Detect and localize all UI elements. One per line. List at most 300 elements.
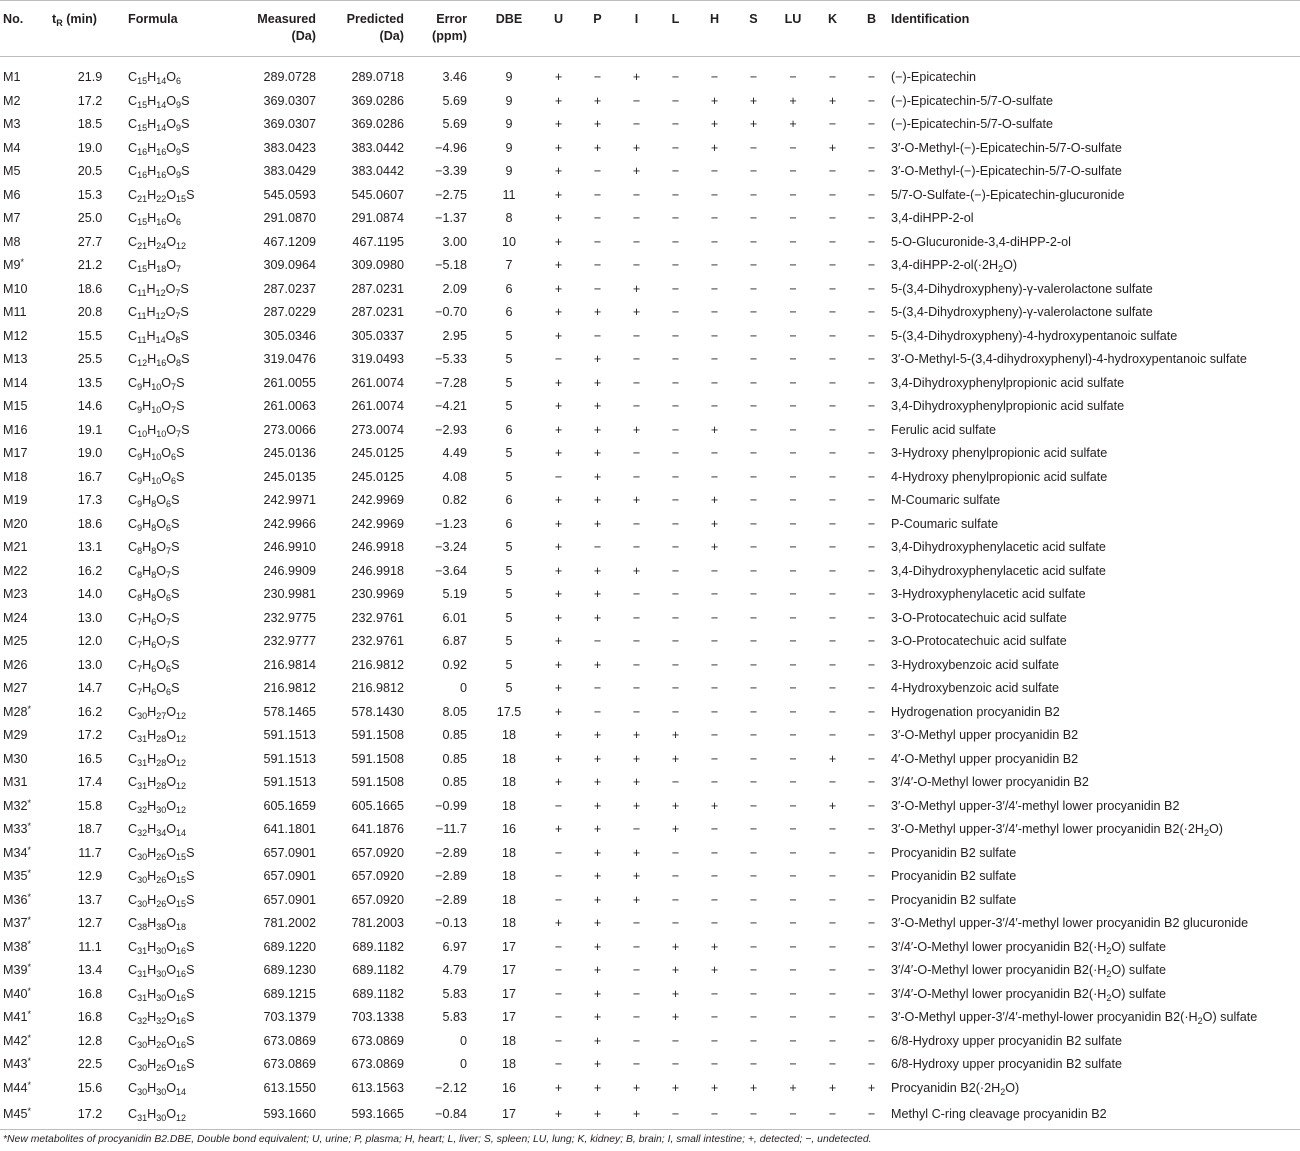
cell-tissue-u: + xyxy=(554,211,563,225)
cell-formula: $C_{11}H_{12}O_7S$ xyxy=(128,281,189,298)
cell-tissue-i: − xyxy=(632,516,641,531)
cell-dbe: 6 xyxy=(505,493,513,507)
table-row xyxy=(0,818,1300,842)
cell-identification: 3,4-Dihydroxyphenylacetic acid sulfate xyxy=(891,540,1106,554)
cell-tissue-b: − xyxy=(867,986,876,1001)
cell-tissue-l: + xyxy=(671,798,680,813)
cell-tissue-k: − xyxy=(828,328,837,343)
cell-tissue-l: − xyxy=(671,657,680,672)
cell-predicted: 657.0920 xyxy=(351,892,404,907)
cell-identification: Ferulic acid sulfate xyxy=(891,422,996,437)
cell-formula: $C_{30}H_{26}O_{15}S$ xyxy=(128,892,195,909)
cell-tissue-l: − xyxy=(671,258,680,272)
cell-tissue-lu: − xyxy=(789,610,797,625)
cell-predicted: 593.1665 xyxy=(328,1100,416,1129)
cell-retention-time: 18.5 xyxy=(77,117,103,131)
cell-tissue-s: − xyxy=(749,1057,758,1071)
cell-identification: Methyl C-ring cleavage procyanidin B2 xyxy=(891,1100,1300,1129)
cell-tissue-i: − xyxy=(632,963,641,977)
cell-dbe: 18 xyxy=(501,751,516,766)
cell-predicted: 232.9761 xyxy=(351,634,404,648)
cell-measured: 245.0136 xyxy=(263,446,316,460)
cell-error: 0 xyxy=(459,1033,467,1048)
cell-error: 0 xyxy=(459,1057,467,1071)
cell-tissue-p: − xyxy=(593,281,602,296)
cell-dbe: 9 xyxy=(505,93,513,108)
header-tissue-i: I xyxy=(617,1,656,57)
cell-tissue-lu: − xyxy=(789,1057,797,1071)
cell-tissue-s: − xyxy=(749,234,758,249)
cell-tissue-u: + xyxy=(554,751,563,766)
cell-formula: $C_{30}H_{26}O_{15}S$ xyxy=(128,869,195,885)
cell-identification: 3′-O-Methyl upper-3′/4′-methyl lower procyanidin B2 glucuronide xyxy=(891,916,1249,930)
cell-tissue-l: − xyxy=(671,681,680,695)
cell-predicted: 246.9918 xyxy=(351,563,404,578)
cell-dbe: 5 xyxy=(505,587,513,601)
cell-retention-time: 13.4 xyxy=(77,963,103,977)
cell-dbe: 10 xyxy=(501,234,516,249)
cell-retention-time: 16.8 xyxy=(77,986,103,1001)
cell-retention-time: 18.6 xyxy=(77,281,103,296)
cell-tissue-h: + xyxy=(710,1080,719,1095)
cell-retention-time: 15.6 xyxy=(77,1080,103,1095)
cell-tissue-i: − xyxy=(632,1010,641,1024)
cell-no: M45* xyxy=(0,1100,52,1129)
cell-formula: $C_{11}H_{12}O_7S$ xyxy=(128,305,189,321)
cell-tissue-u: − xyxy=(554,469,563,484)
cell-tissue-s: − xyxy=(749,70,758,84)
cell-formula: $C_9H_{10}O_7S$ xyxy=(128,375,185,392)
cell-tissue-h: − xyxy=(710,70,719,84)
cell-no: M27 xyxy=(3,681,28,695)
table-row xyxy=(0,1077,1300,1101)
cell-tissue-b: − xyxy=(867,939,876,954)
cell-identification: 5-(3,4-Dihydroxypheny)-γ-valerolactone sulfate xyxy=(891,281,1153,296)
cell-tissue-i: + xyxy=(632,563,641,578)
cell-tissue-k: − xyxy=(813,1100,852,1129)
cell-tissue-u: + xyxy=(554,540,563,554)
table-row xyxy=(0,301,1300,325)
cell-retention-time: 17.4 xyxy=(77,775,103,789)
cell-measured: 591.1513 xyxy=(263,728,316,742)
cell-no: M44* xyxy=(3,1079,32,1095)
cell-formula: $C_8H_8O_7S$ xyxy=(128,540,180,556)
cell-tissue-s: − xyxy=(749,751,758,766)
cell-dbe: 6 xyxy=(505,422,513,437)
cell-tissue-k: + xyxy=(828,751,837,766)
cell-tissue-lu: − xyxy=(789,1010,797,1024)
cell-dbe: 5 xyxy=(505,540,513,554)
cell-tissue-l: − xyxy=(671,916,680,930)
cell-no: M20 xyxy=(3,516,28,531)
cell-tissue-s: − xyxy=(749,775,758,789)
cell-measured: 305.0346 xyxy=(263,328,316,343)
cell-tissue-h: − xyxy=(710,610,719,625)
cell-tissue-h: − xyxy=(710,258,719,272)
cell-identification: Procyanidin B2 sulfate xyxy=(891,869,1017,883)
cell-dbe: 6 xyxy=(505,281,513,296)
cell-formula: $C_{15}H_{18}O_7$ xyxy=(128,258,182,274)
cell-formula: $C_{31}H_{30}O_{16}S$ xyxy=(128,986,195,1003)
cell-tissue-k: − xyxy=(828,704,837,719)
cell-retention-time: 11.1 xyxy=(78,939,102,954)
cell-tissue-k: − xyxy=(828,728,837,742)
cell-tissue-l: − xyxy=(671,540,680,554)
cell-tissue-h: − xyxy=(710,775,719,789)
cell-predicted: 261.0074 xyxy=(351,375,404,390)
cell-tissue-s: − xyxy=(749,446,758,460)
cell-predicted: 467.1195 xyxy=(352,234,404,249)
cell-measured: 613.1550 xyxy=(263,1080,316,1095)
cell-predicted: 591.1508 xyxy=(351,751,404,766)
cell-tissue-u: − xyxy=(554,986,563,1001)
cell-tissue-lu: − xyxy=(789,798,797,813)
cell-error: 4.79 xyxy=(442,963,467,977)
cell-tissue-h: − xyxy=(710,187,719,202)
cell-tissue-s: − xyxy=(749,164,758,178)
cell-predicted: 216.9812 xyxy=(351,657,404,672)
cell-tissue-lu: − xyxy=(789,493,797,507)
cell-formula: $C_{15}H_{16}O_6$ xyxy=(128,211,182,227)
cell-retention-time: 15.5 xyxy=(77,328,103,343)
cell-error: 0.85 xyxy=(442,775,467,789)
cell-tissue-b: − xyxy=(867,634,876,648)
cell-tissue-k: − xyxy=(828,422,837,437)
header-dbe: DBE xyxy=(479,1,539,57)
table-row xyxy=(0,372,1300,396)
cell-dbe: 17 xyxy=(501,939,516,954)
table-row xyxy=(0,254,1300,278)
cell-tissue-b: − xyxy=(867,751,876,766)
cell-formula: $C_{16}H_{16}O_9S$ xyxy=(128,164,190,180)
cell-tissue-k: − xyxy=(828,375,837,390)
cell-tissue-p: + xyxy=(593,1057,602,1071)
cell-formula: $C_{11}H_{14}O_8S$ xyxy=(128,328,189,345)
table-footnote: *New metabolites of procyanidin B2.DBE, Double bond equivalent; U, urine; P, plasma; H, heart; L, liver; S, spleen; LU, lung; K, kidney; B, brain; I, small intestine; +, detected; −, undetected. xyxy=(3,1134,872,1145)
cell-measured: 383.0423 xyxy=(263,140,316,155)
cell-tissue-p: + xyxy=(593,140,602,155)
cell-predicted: 383.0442 xyxy=(351,140,404,155)
cell-tissue-b: − xyxy=(867,728,876,742)
table-row xyxy=(0,583,1300,607)
cell-no: M14 xyxy=(3,375,28,390)
cell-error: −2.89 xyxy=(435,845,467,860)
cell-retention-time: 17.2 xyxy=(77,93,103,108)
cell-identification: 3′/4′-O-Methyl lower procyanidin $B2(\cdot H_2O)$ sulfate xyxy=(891,963,1167,979)
cell-measured: 216.9812 xyxy=(263,681,316,695)
cell-formula: $C_{30}H_{26}O_{16}S$ xyxy=(128,1057,195,1073)
cell-no: M12 xyxy=(3,328,28,343)
cell-dbe: 7 xyxy=(505,258,513,272)
cell-tissue-lu: − xyxy=(789,681,797,695)
cell-tissue-i: − xyxy=(632,328,641,343)
cell-tissue-i: − xyxy=(632,399,641,413)
cell-identification: (−)-Epicatechin xyxy=(891,70,977,84)
cell-dbe: 18 xyxy=(501,869,516,883)
cell-tissue-k: − xyxy=(828,187,837,202)
cell-retention-time: 25.5 xyxy=(77,352,103,366)
cell-tissue-k: − xyxy=(828,305,837,319)
cell-tissue-u: + xyxy=(554,328,563,343)
cell-tissue-p: + xyxy=(593,1010,602,1024)
cell-dbe: 17 xyxy=(501,986,516,1001)
cell-tissue-u: + xyxy=(554,587,563,601)
cell-tissue-s: − xyxy=(749,986,758,1001)
cell-tissue-lu: − xyxy=(789,939,797,954)
cell-no: M15 xyxy=(3,399,28,413)
cell-retention-time: 27.7 xyxy=(77,234,103,249)
cell-tissue-i: − xyxy=(632,117,641,131)
cell-tissue-l: − xyxy=(671,93,680,108)
cell-formula: $C_9H_{10}O_6S$ xyxy=(128,469,185,486)
cell-retention-time: 17.2 xyxy=(77,728,103,742)
cell-identification: 3′-O-Methyl-(−)-Epicatechin-5/7-O-sulfate xyxy=(891,140,1122,155)
cell-tissue-p: + xyxy=(593,728,602,742)
cell-tissue-h: − xyxy=(710,1033,719,1048)
cell-error: 5.69 xyxy=(442,117,467,131)
cell-tissue-u: + xyxy=(554,93,563,108)
cell-retention-time: 21.2 xyxy=(77,258,103,272)
cell-tissue-i: + xyxy=(632,493,641,507)
cell-tissue-h: + xyxy=(710,140,719,155)
cell-no: M29 xyxy=(3,728,28,742)
cell-identification: 3-O-Protocatechuic acid sulfate xyxy=(891,634,1067,648)
cell-tissue-lu: − xyxy=(789,469,797,484)
cell-predicted: 232.9761 xyxy=(351,610,404,625)
cell-tissue-u: + xyxy=(554,916,563,930)
cell-measured: 545.0593 xyxy=(263,187,316,202)
cell-tissue-u: + xyxy=(554,70,563,84)
table-header xyxy=(0,1,1300,57)
cell-no: M40* xyxy=(3,985,32,1001)
table-row xyxy=(0,137,1300,161)
cell-tissue-p: + xyxy=(593,822,602,836)
header-tissue-l: L xyxy=(656,1,695,57)
cell-tissue-s: − xyxy=(749,516,758,531)
cell-dbe: 5 xyxy=(505,563,513,578)
cell-tissue-k: − xyxy=(828,869,837,883)
cell-error: −4.96 xyxy=(435,140,467,155)
cell-no: M28* xyxy=(3,703,32,719)
cell-tissue-l: − xyxy=(671,634,680,648)
cell-dbe: 5 xyxy=(505,399,513,413)
cell-tissue-s: − xyxy=(749,422,758,437)
cell-tissue-l: − xyxy=(671,587,680,601)
cell-tissue-b: − xyxy=(867,610,876,625)
cell-error: 6.97 xyxy=(442,939,467,954)
cell-identification: Hydrogenation procyanidin B2 xyxy=(891,704,1060,719)
cell-formula: $C_9H_{10}O_7S$ xyxy=(128,399,185,415)
cell-tissue-lu: − xyxy=(789,563,797,578)
cell-tissue-u: − xyxy=(554,352,563,366)
cell-error: 0.82 xyxy=(442,493,467,507)
cell-no: M39* xyxy=(3,962,32,977)
cell-no: M8 xyxy=(3,234,21,249)
cell-no: M33* xyxy=(3,821,32,836)
cell-predicted: 689.1182 xyxy=(352,939,404,954)
cell-tissue-h: − xyxy=(710,587,719,601)
cell-no: M36* xyxy=(3,891,32,907)
cell-identification: 3,4-Dihydroxyphenylacetic acid sulfate xyxy=(891,563,1106,578)
cell-identification: 3′-O-Methyl-(−)-Epicatechin-5/7-O-sulfate xyxy=(891,164,1122,178)
table-row xyxy=(0,231,1300,255)
cell-tissue-k: − xyxy=(828,916,837,930)
cell-formula: $C_{31}H_{28}O_{12}$ xyxy=(128,728,187,744)
cell-tissue-h: + xyxy=(710,798,719,813)
cell-dbe: 18 xyxy=(501,798,516,813)
cell-tissue-b: − xyxy=(867,187,876,202)
cell-predicted: 657.0920 xyxy=(351,845,404,860)
cell-measured: 641.1801 xyxy=(263,822,316,836)
cell-tissue-i: − xyxy=(632,610,641,625)
cell-tissue-l: − xyxy=(671,446,680,460)
cell-tissue-lu: − xyxy=(789,1033,797,1048)
cell-identification: 3-Hydroxyphenylacetic acid sulfate xyxy=(891,587,1086,601)
cell-dbe: 5 xyxy=(505,375,513,390)
cell-error: −0.84 xyxy=(416,1100,479,1129)
cell-identification: 3,4-diHPP-2-ol xyxy=(891,211,974,225)
cell-tissue-s: − xyxy=(749,281,758,296)
cell-tissue-u: − xyxy=(554,939,563,954)
cell-no: M43* xyxy=(3,1056,32,1071)
cell-tissue-u: − xyxy=(554,845,563,860)
cell-tissue-i: + xyxy=(632,70,641,84)
cell-tissue-i: − xyxy=(632,234,641,249)
cell-identification: 5-(3,4-Dihydroxypheny)-γ-valerolactone sulfate xyxy=(891,305,1153,319)
cell-tissue-l: − xyxy=(671,892,680,907)
cell-identification: 3,4-Dihydroxyphenylpropionic acid sulfate xyxy=(891,375,1125,390)
cell-dbe: 6 xyxy=(505,516,513,531)
cell-tissue-u: + xyxy=(554,281,563,296)
cell-identification: 3′-O-Methyl upper procyanidin B2 xyxy=(891,728,1079,742)
cell-tissue-u: + xyxy=(539,1100,578,1129)
cell-tissue-u: + xyxy=(554,234,563,249)
cell-retention-time: 12.9 xyxy=(77,869,103,883)
cell-error: −5.18 xyxy=(435,258,467,272)
cell-tissue-s: − xyxy=(749,939,758,954)
header-tissue-s: S xyxy=(734,1,773,57)
cell-tissue-lu: − xyxy=(789,281,797,296)
cell-tissue-u: + xyxy=(554,775,563,789)
cell-error: −3.39 xyxy=(435,164,467,178)
cell-tissue-b: − xyxy=(867,916,876,930)
cell-measured: 291.0870 xyxy=(263,211,316,225)
cell-dbe: 18 xyxy=(501,916,516,930)
cell-dbe: 18 xyxy=(501,892,516,907)
cell-predicted: 242.9969 xyxy=(351,493,404,507)
cell-error: −0.70 xyxy=(435,305,467,319)
cell-predicted: 261.0074 xyxy=(351,399,404,413)
cell-tissue-lu: − xyxy=(789,892,797,907)
cell-no: M11 xyxy=(3,305,27,319)
cell-tissue-h: − xyxy=(710,1010,719,1024)
cell-measured: 369.0307 xyxy=(263,117,316,131)
cell-tissue-h: − xyxy=(710,375,719,390)
cell-no: M7 xyxy=(3,211,21,225)
cell-tissue-k: − xyxy=(828,446,837,460)
cell-tissue-i: − xyxy=(632,939,641,954)
cell-measured: 309.0964 xyxy=(263,258,316,272)
cell-dbe: 5 xyxy=(505,446,513,460)
cell-tissue-h: − xyxy=(710,305,719,319)
cell-no: M22 xyxy=(3,563,28,578)
cell-identification: 5-(3,4-Dihydroxypheny)-4-hydroxypentanoic sulfate xyxy=(891,328,1178,343)
cell-measured: 319.0476 xyxy=(263,352,316,366)
cell-predicted: 273.0074 xyxy=(351,422,404,437)
cell-tissue-s: − xyxy=(749,469,758,484)
cell-error: −2.93 xyxy=(435,422,467,437)
cell-tissue-p: + xyxy=(593,657,602,672)
cell-tissue-l: + xyxy=(671,939,680,954)
table-row xyxy=(0,560,1300,584)
cell-error: −1.37 xyxy=(435,211,467,225)
cell-tissue-p: + xyxy=(593,751,602,766)
cell-tissue-l: − xyxy=(671,352,680,366)
cell-predicted: 591.1508 xyxy=(351,775,404,789)
cell-tissue-b: − xyxy=(867,822,876,836)
cell-tissue-l: + xyxy=(671,986,680,1001)
cell-tissue-s: − xyxy=(749,352,758,366)
cell-tissue-p: + xyxy=(593,563,602,578)
cell-tissue-l: − xyxy=(671,187,680,202)
cell-tissue-s: + xyxy=(749,1080,758,1095)
cell-no: M26 xyxy=(3,657,28,672)
cell-error: −0.99 xyxy=(435,798,467,813)
cell-tissue-k: − xyxy=(828,775,837,789)
cell-tissue-k: + xyxy=(828,140,837,155)
cell-retention-time: 12.7 xyxy=(77,916,103,930)
cell-tissue-p: + xyxy=(593,1033,602,1048)
cell-measured: 591.1513 xyxy=(263,751,316,766)
cell-dbe: 18 xyxy=(501,775,516,789)
cell-tissue-p: + xyxy=(593,305,602,319)
table-row xyxy=(0,113,1300,137)
cell-formula: $C_7H_6O_7S$ xyxy=(128,634,180,650)
cell-tissue-h: − xyxy=(710,751,719,766)
table-row xyxy=(0,748,1300,772)
cell-tissue-k: − xyxy=(828,986,837,1001)
cell-predicted: 605.1665 xyxy=(351,798,404,813)
cell-predicted: 287.0231 xyxy=(351,305,404,319)
cell-tissue-b: − xyxy=(867,281,876,296)
cell-tissue-lu: − xyxy=(789,211,797,225)
cell-dbe: 9 xyxy=(505,70,513,84)
cell-tissue-s: − xyxy=(749,1033,758,1048)
cell-tissue-h: − xyxy=(710,704,719,719)
cell-formula: $C_{32}H_{32}O_{16}S$ xyxy=(128,1010,195,1026)
cell-error: −4.21 xyxy=(435,399,467,413)
table-row xyxy=(0,654,1300,678)
cell-predicted: 641.1876 xyxy=(351,822,404,836)
cell-tissue-lu: − xyxy=(789,751,797,766)
cell-tissue-s: − xyxy=(749,657,758,672)
cell-tissue-h: − xyxy=(710,328,719,343)
cell-measured: 230.9981 xyxy=(263,587,316,601)
cell-predicted: 657.0920 xyxy=(351,869,404,883)
cell-tissue-k: − xyxy=(828,540,837,554)
cell-identification: M-Coumaric sulfate xyxy=(891,493,1001,507)
cell-tissue-p: + xyxy=(593,986,602,1001)
cell-tissue-b: − xyxy=(867,963,876,977)
cell-no: M6 xyxy=(3,187,21,202)
cell-retention-time: 16.2 xyxy=(77,704,103,719)
cell-dbe: 18 xyxy=(501,845,516,860)
cell-formula: $C_{30}H_{26}O_{15}S$ xyxy=(128,845,195,862)
cell-identification: $3,4-diHPP-2-ol(\cdot 2H_2O)$ xyxy=(891,258,1018,274)
cell-no: M18 xyxy=(3,469,28,484)
cell-error: 5.83 xyxy=(442,986,467,1001)
cell-tissue-h: + xyxy=(710,93,719,108)
